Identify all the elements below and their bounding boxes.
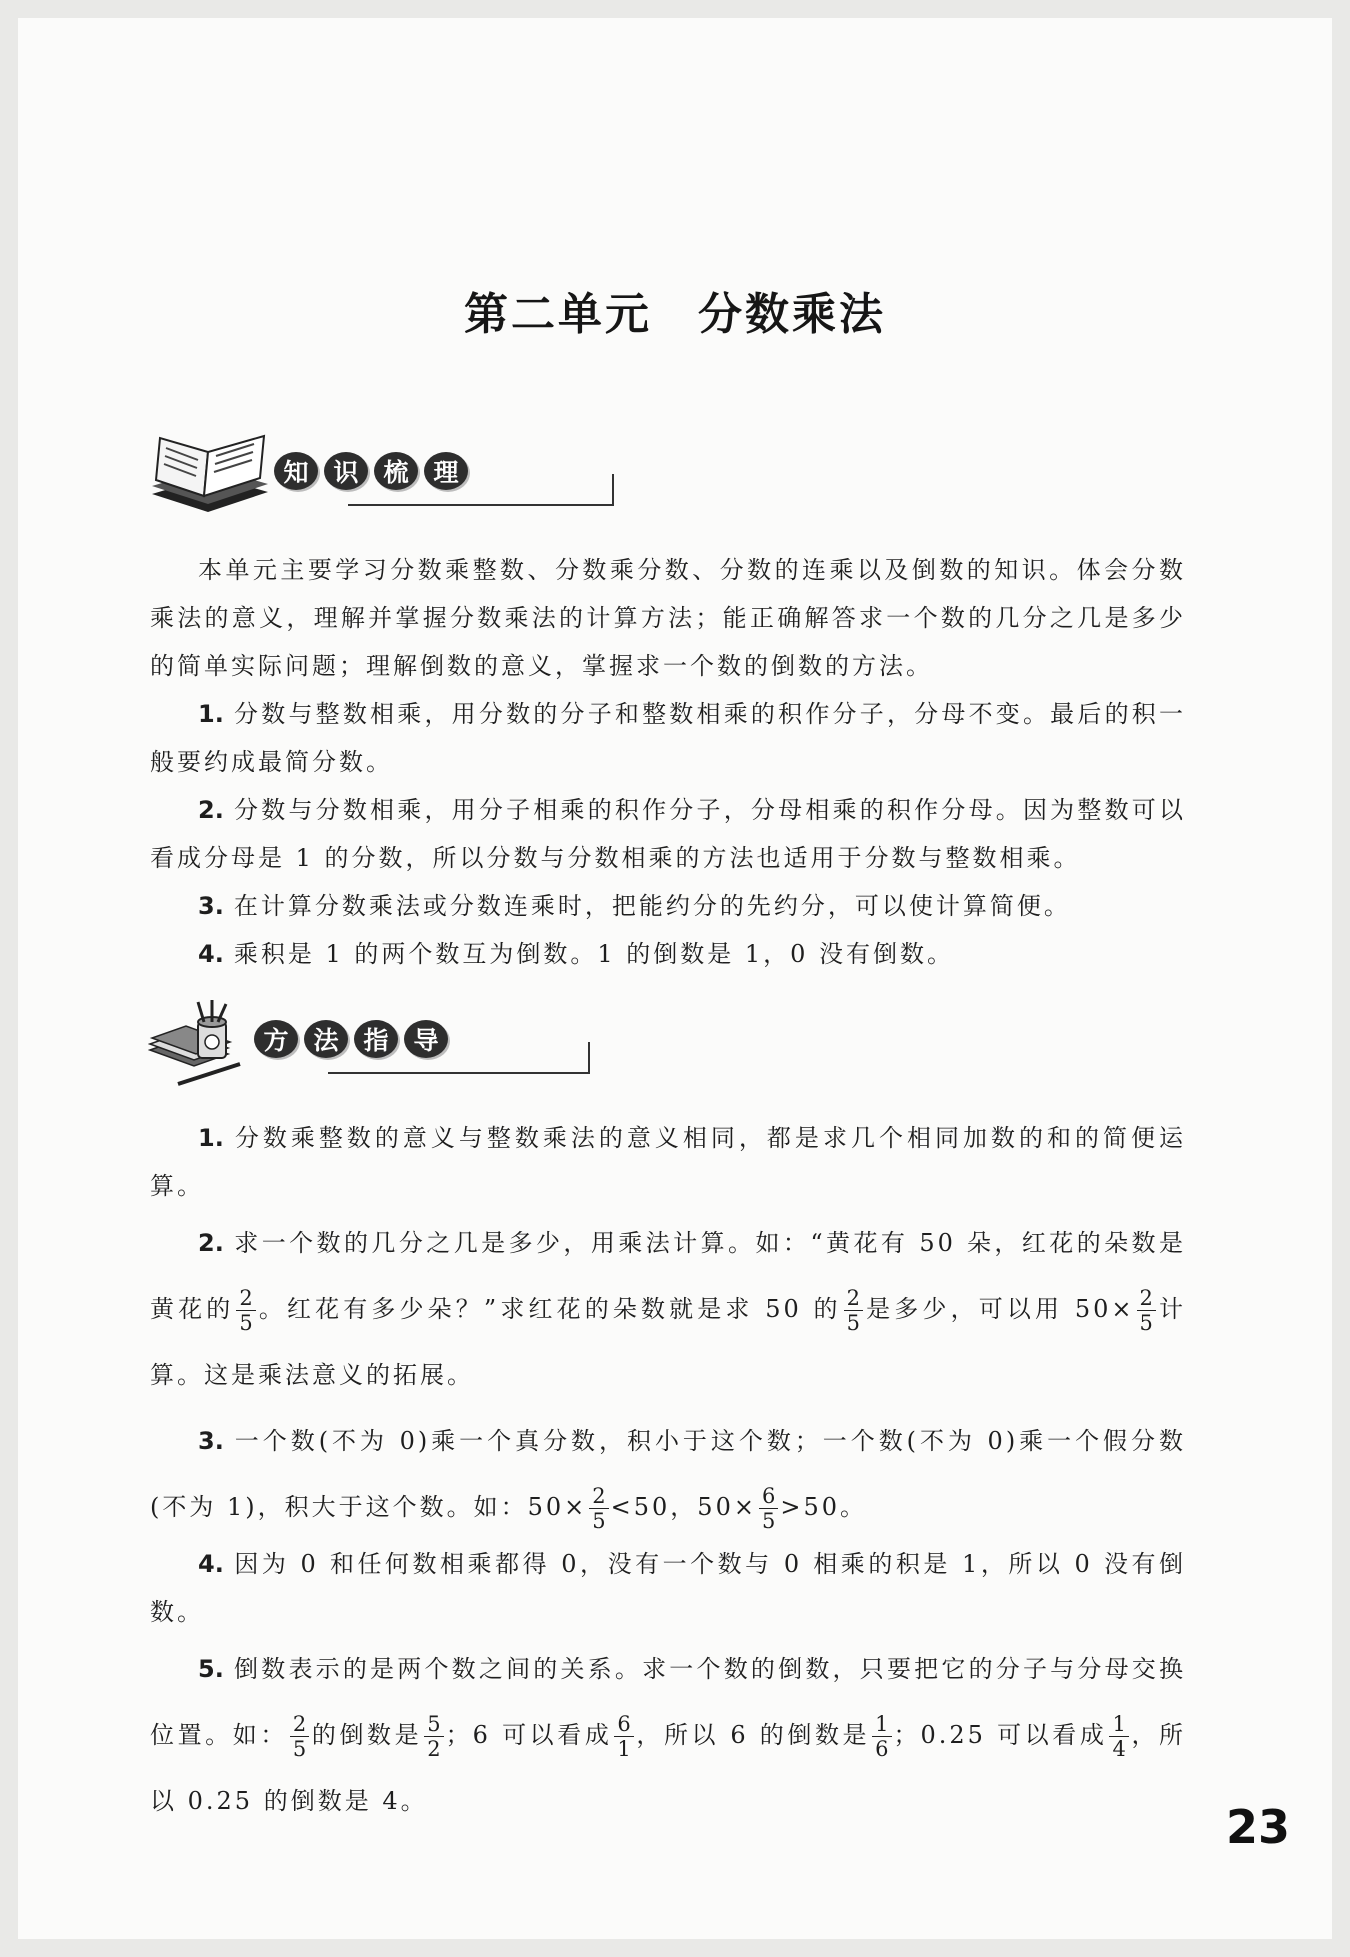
- item-number: 5.: [198, 1655, 224, 1683]
- section-banner-knowledge: [148, 432, 478, 512]
- numerator: 2: [844, 1286, 863, 1311]
- text-run: 分数与整数相乘，用分数的分子和整数相乘的积作分子，分母不变。最后的积一般要约成最简分数。: [150, 700, 1186, 776]
- denominator: 5: [846, 1311, 861, 1335]
- text-run: 乘积是 1 的两个数互为倒数。1 的倒数是 1，0 没有倒数。: [233, 940, 955, 968]
- paragraph: [150, 546, 1186, 690]
- paragraph: [150, 786, 1186, 882]
- fraction: [1109, 1712, 1128, 1761]
- banner-char: 理: [424, 452, 468, 490]
- unit-topic: 分数乘法: [698, 289, 886, 340]
- denominator: 5: [292, 1737, 307, 1761]
- text-run: 的倒数是: [311, 1721, 423, 1749]
- numerator: 2: [290, 1712, 309, 1737]
- item-number: 4.: [198, 1550, 224, 1578]
- banner-char: 知: [274, 452, 318, 490]
- denominator: 5: [239, 1311, 253, 1335]
- banner-char: 方: [254, 1020, 298, 1058]
- fraction: [759, 1484, 778, 1533]
- banner-underline: [348, 504, 614, 506]
- numerator: 2: [236, 1286, 255, 1311]
- text-run: ；6 可以看成: [445, 1721, 613, 1749]
- banner-char: 识: [324, 452, 368, 490]
- paragraph: [150, 930, 1186, 978]
- fraction: [1137, 1286, 1156, 1335]
- item-number: 2.: [198, 1229, 224, 1257]
- banner-char: 导: [404, 1020, 448, 1058]
- fraction: [424, 1712, 443, 1761]
- method-guide: [150, 1114, 1186, 1834]
- paragraph: [150, 1114, 1186, 1210]
- item-number: 3.: [198, 1427, 224, 1455]
- banner-char: 梳: [374, 452, 418, 490]
- numerator: 6: [614, 1712, 633, 1737]
- books-and-pencils-icon: [148, 1000, 260, 1086]
- text-run: 倒数表示的是两个数之间的关系。求一个数的倒数，只要把它的分子与分母交换位置。如：: [150, 1655, 1186, 1749]
- numerator: 1: [872, 1712, 891, 1737]
- denominator: 2: [427, 1737, 441, 1761]
- unit-label: 第二单元: [464, 289, 652, 340]
- text-run: <50，50×: [610, 1493, 757, 1521]
- section-banner-method: [148, 1000, 458, 1080]
- page-title: [0, 278, 1350, 342]
- page-number: 23: [1226, 1800, 1291, 1854]
- text-run: >50。: [780, 1493, 867, 1521]
- text-run: 求一个数的几分之几是多少，用乘法计算。如：“黄花有 50 朵，红花的朵数是黄花的: [150, 1229, 1186, 1323]
- banner-underline-tick: [612, 474, 614, 506]
- numerator: 2: [1137, 1286, 1156, 1311]
- numerator: 5: [424, 1712, 443, 1737]
- fraction: [614, 1712, 633, 1761]
- paragraph: [150, 1540, 1186, 1636]
- text-run: 在计算分数乘法或分数连乘时，把能约分的先约分，可以使计算简便。: [233, 892, 1071, 920]
- fraction: [236, 1286, 255, 1335]
- item-number: 3.: [198, 892, 224, 920]
- text-run: 。红花有多少朵？”求红花的朵数就是求 50 的: [257, 1295, 842, 1323]
- denominator: 6: [875, 1737, 889, 1761]
- text-run: ，所以 0.25 的倒数是 4。: [150, 1721, 1187, 1815]
- text-run: 计算。这是乘法意义的拓展。: [150, 1295, 1187, 1389]
- open-book-icon: [148, 432, 278, 516]
- banner-char: 法: [304, 1020, 348, 1058]
- knowledge-summary: [150, 546, 1186, 978]
- text-run: ，所以 6 的倒数是: [635, 1721, 871, 1749]
- text-run: 是多少，可以用 50×: [865, 1295, 1135, 1323]
- paragraph: [150, 1408, 1186, 1540]
- paragraph: [150, 1210, 1186, 1408]
- fraction: [872, 1712, 891, 1761]
- numerator: 2: [589, 1484, 608, 1509]
- numerator: 6: [759, 1484, 778, 1509]
- paragraph: [150, 690, 1186, 786]
- denominator: 5: [592, 1509, 606, 1533]
- banner-underline: [328, 1072, 590, 1074]
- text-run: 分数乘整数的意义与整数乘法的意义相同，都是求几个相同加数的和的简便运算。: [150, 1124, 1186, 1200]
- fraction: [844, 1286, 863, 1335]
- text-run: 本单元主要学习分数乘整数、分数乘分数、分数的连乘以及倒数的知识。体会分数乘法的意义，理解并掌握分数乘法的计算方法；能正确解答求一个数的几分之几是多少的简单实际问题；理解倒数的意义，掌握求一个数的倒数的方法。: [150, 556, 1186, 680]
- denominator: 1: [617, 1737, 631, 1761]
- fraction: [290, 1712, 309, 1761]
- banner-underline-tick: [588, 1042, 590, 1074]
- paragraph: [150, 882, 1186, 930]
- banner-char: 指: [354, 1020, 398, 1058]
- text-run: 分数与分数相乘，用分子相乘的积作分子，分母相乘的积作分母。因为整数可以看成分母是 1 的分数，所以分数与分数相乘的方法也适用于分数与整数相乘。: [150, 796, 1186, 872]
- text-run: 因为 0 和任何数相乘都得 0，没有一个数与 0 相乘的积是 1，所以 0 没有倒数。: [150, 1550, 1186, 1626]
- denominator: 5: [761, 1509, 776, 1533]
- item-number: 4.: [198, 940, 224, 968]
- denominator: 5: [1139, 1311, 1153, 1335]
- item-number: 2.: [198, 796, 224, 824]
- numerator: 1: [1109, 1712, 1128, 1737]
- item-number: 1.: [198, 1124, 224, 1152]
- paragraph: [150, 1636, 1186, 1834]
- text-run: ；0.25 可以看成: [893, 1721, 1108, 1749]
- item-number: 1.: [198, 700, 224, 728]
- text-run: 一个数(不为 0)乘一个真分数，积小于这个数；一个数(不为 0)乘一个假分数(不为 1)，积大于这个数。如：50×: [150, 1427, 1186, 1521]
- fraction: [589, 1484, 608, 1533]
- denominator: 4: [1112, 1737, 1126, 1761]
